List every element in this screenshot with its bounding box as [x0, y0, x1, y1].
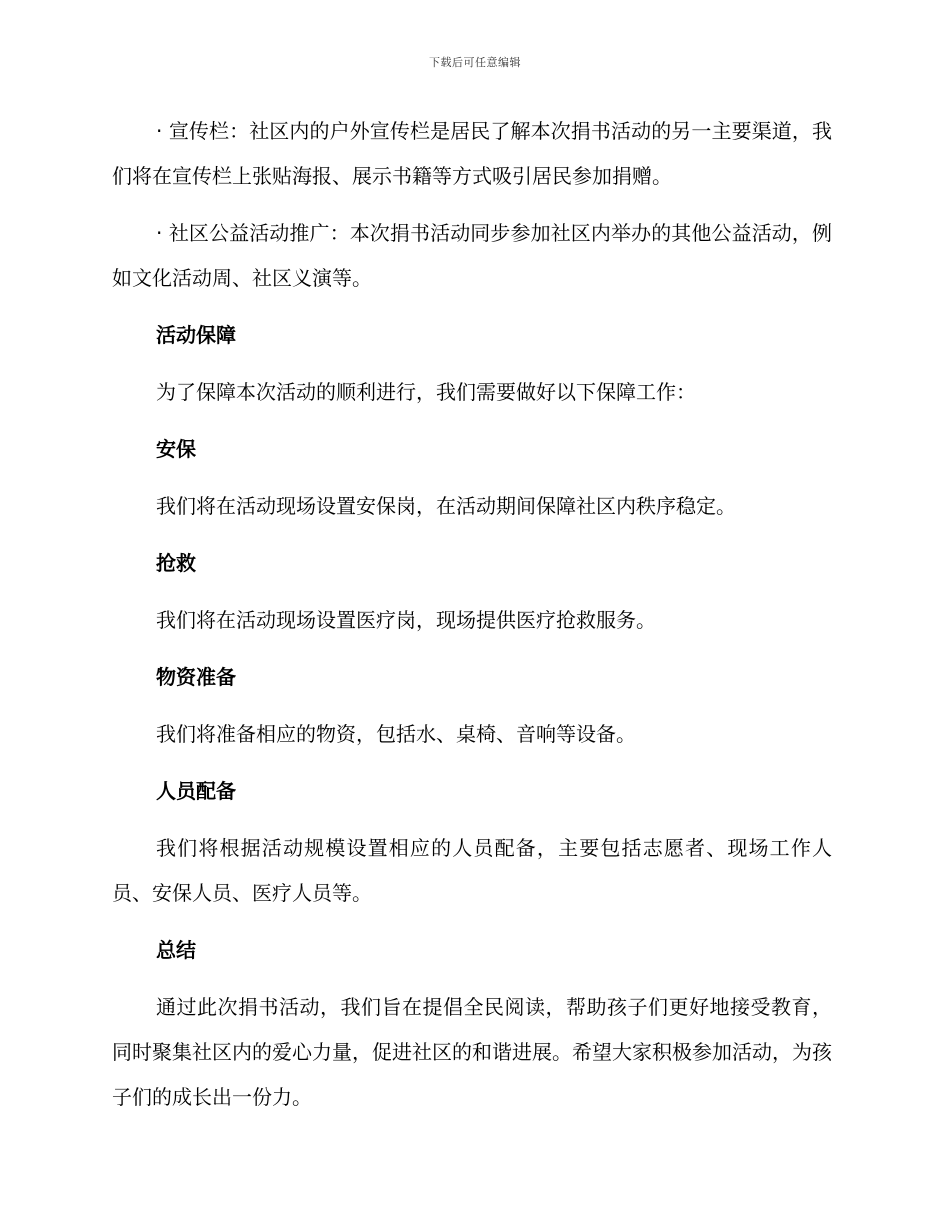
- paragraph-rescue: 我们将在活动现场设置医疗岗，现场提供医疗抢救服务。: [156, 608, 656, 632]
- paragraph-community-promotion: · 社区公益活动推广：本次捐书活动同步参加社区内举办的其他公益活动，例如文化活动周、社区义演等。: [112, 221, 832, 290]
- heading-rescue: 抢救: [156, 551, 196, 575]
- paragraph-guarantee-intro: 为了保障本次活动的顺利进行，我们需要做好以下保障工作：: [156, 380, 696, 404]
- heading-staffing: 人员配备: [156, 779, 236, 803]
- header-note: 下载后可任意编辑: [429, 56, 521, 69]
- document-body: [112, 109, 832, 1132]
- paragraph-security: 我们将在活动现场设置安保岗，在活动期间保障社区内秩序稳定。: [156, 494, 736, 518]
- paragraph-bulletin-board: · 宣传栏：社区内的户外宣传栏是居民了解本次捐书活动的另一主要渠道，我们将在宣传栏上张贴海报、展示书籍等方式吸引居民参加捐赠。: [112, 119, 832, 188]
- heading-supplies: 物资准备: [156, 665, 236, 689]
- paragraph-supplies: 我们将准备相应的物资，包括水、桌椅、音响等设备。: [156, 722, 636, 746]
- heading-summary: 总结: [156, 938, 196, 962]
- heading-security: 安保: [156, 437, 196, 461]
- paragraph-summary: 通过此次捐书活动，我们旨在提倡全民阅读，帮助孩子们更好地接受教育，同时聚集社区内的爱心力量，促进社区的和谐进展。希望大家积极参加活动，为孩子们的成长出一份力。: [112, 995, 832, 1109]
- heading-activity-guarantee: 活动保障: [156, 323, 236, 347]
- paragraph-staffing: 我们将根据活动规模设置相应的人员配备，主要包括志愿者、现场工作人员、安保人员、医疗人员等。: [112, 836, 832, 905]
